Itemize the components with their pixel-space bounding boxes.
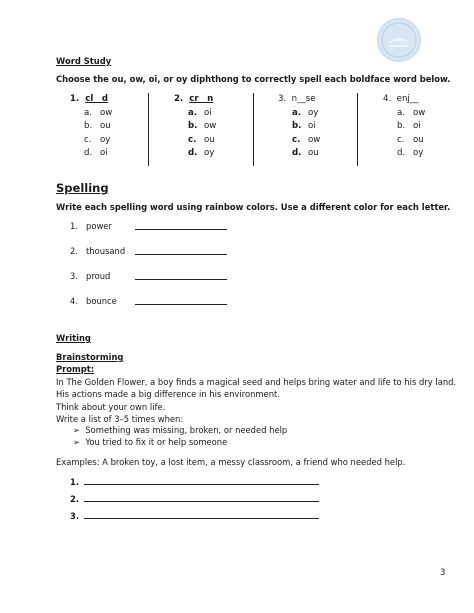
option-value: ou	[308, 148, 319, 159]
option-letter: c.	[397, 134, 405, 145]
option-value: ow	[308, 134, 321, 145]
option-value: oy	[204, 148, 215, 159]
prompt-line: His actions made a big difference in his environment.	[56, 389, 280, 400]
prompt-line: Write a list of 3–5 times when:	[56, 414, 184, 425]
column-divider	[148, 93, 149, 166]
column-divider	[357, 93, 358, 166]
option-letter: b.	[188, 121, 198, 132]
option-letter: c.	[292, 134, 301, 145]
option-letter: d.	[292, 148, 302, 159]
spelling-item	[70, 271, 110, 281]
option-letter: b.	[292, 121, 302, 132]
option-value: oi	[308, 121, 316, 132]
question-word: n__se	[291, 94, 316, 104]
spelling-item	[70, 246, 125, 256]
word-study-question-1	[70, 93, 112, 161]
word-study-question-4	[383, 93, 425, 161]
bullet-text: Something was missing, broken, or needed help	[85, 425, 288, 435]
question-word: enj__	[396, 94, 419, 104]
column-divider	[253, 93, 254, 166]
question-number: 3.	[278, 94, 287, 104]
prompt-label: Prompt:	[56, 364, 95, 374]
spelling-number: 2.	[70, 246, 78, 256]
spelling-number: 4.	[70, 296, 78, 306]
bullet-item	[73, 425, 287, 435]
prompt-line: In The Golden Flower, a boy finds a magical seed and helps bring water and life to his dry land.	[56, 377, 457, 387]
spelling-item	[70, 296, 117, 306]
option-letter: d.	[84, 148, 93, 159]
option-letter: d.	[188, 148, 198, 159]
question-number: 1.	[70, 94, 80, 104]
option-value: ou	[204, 134, 215, 145]
spelling-number: 1.	[70, 221, 78, 231]
option-value: oy	[308, 107, 319, 118]
answer-number: 2.	[70, 494, 80, 504]
option-value: oy	[100, 134, 111, 145]
option-letter: b.	[84, 121, 93, 132]
writing-heading: Writing	[56, 333, 91, 343]
option-value: oi	[413, 121, 421, 132]
word-study-instruction: Choose the ou, ow, oi, or oy diphthong to correctly spell each boldface word below.	[56, 74, 451, 84]
option-value: oy	[413, 148, 424, 159]
spelling-heading: Spelling	[56, 181, 109, 195]
option-value: oi	[204, 107, 212, 118]
option-letter: a.	[292, 107, 302, 118]
spelling-answer-line[interactable]	[135, 304, 227, 305]
bullet-item	[73, 437, 227, 447]
page-number: 3	[440, 567, 446, 577]
question-word: cr__n	[189, 94, 214, 104]
answer-number: 3.	[70, 511, 80, 521]
spelling-word: bounce	[86, 296, 117, 306]
word-study-question-3	[278, 93, 320, 161]
bullet-text: You tried to fix it or help someone	[85, 437, 228, 447]
arrow-bullet-icon: ➢	[73, 437, 81, 447]
school-seal-icon	[377, 18, 421, 62]
spelling-answer-line[interactable]	[135, 279, 227, 280]
option-letter: a.	[188, 107, 198, 118]
option-value: ow	[204, 121, 217, 132]
spelling-answer-line[interactable]	[135, 229, 227, 230]
option-letter: c.	[84, 134, 92, 145]
answer-number: 1.	[70, 477, 80, 487]
answer-line[interactable]	[84, 501, 319, 502]
spelling-word: thousand	[86, 246, 126, 256]
option-letter: a.	[84, 107, 92, 118]
option-value: ow	[100, 107, 113, 118]
option-letter: b.	[397, 121, 406, 132]
option-letter: a.	[397, 107, 405, 118]
spelling-item	[70, 221, 112, 231]
spelling-answer-line[interactable]	[135, 254, 227, 255]
arrow-bullet-icon: ➢	[73, 425, 81, 435]
answer-line[interactable]	[84, 484, 319, 485]
examples-text: Examples: A broken toy, a lost item, a messy classroom, a friend who needed help.	[56, 457, 406, 467]
question-number: 2.	[174, 94, 184, 104]
answer-line[interactable]	[84, 518, 319, 519]
spelling-word: power	[86, 221, 112, 231]
option-value: oi	[100, 148, 108, 159]
option-value: ou	[100, 121, 111, 132]
option-letter: d.	[397, 148, 406, 159]
prompt-text	[56, 376, 456, 426]
question-word: cl__d	[85, 94, 109, 104]
spelling-instruction: Write each spelling word using rainbow colors. Use a different color for each letter.	[56, 202, 451, 212]
prompt-line: Think about your own life.	[56, 401, 166, 412]
option-value: ou	[413, 134, 424, 145]
word-study-question-2	[174, 93, 216, 161]
word-study-heading: Word Study	[56, 56, 112, 66]
spelling-word: proud	[86, 271, 111, 281]
option-letter: c.	[188, 134, 197, 145]
brainstorming-subheading: Brainstorming	[56, 352, 124, 362]
spelling-number: 3.	[70, 271, 78, 281]
question-number: 4.	[383, 94, 392, 104]
option-value: ow	[413, 107, 426, 118]
